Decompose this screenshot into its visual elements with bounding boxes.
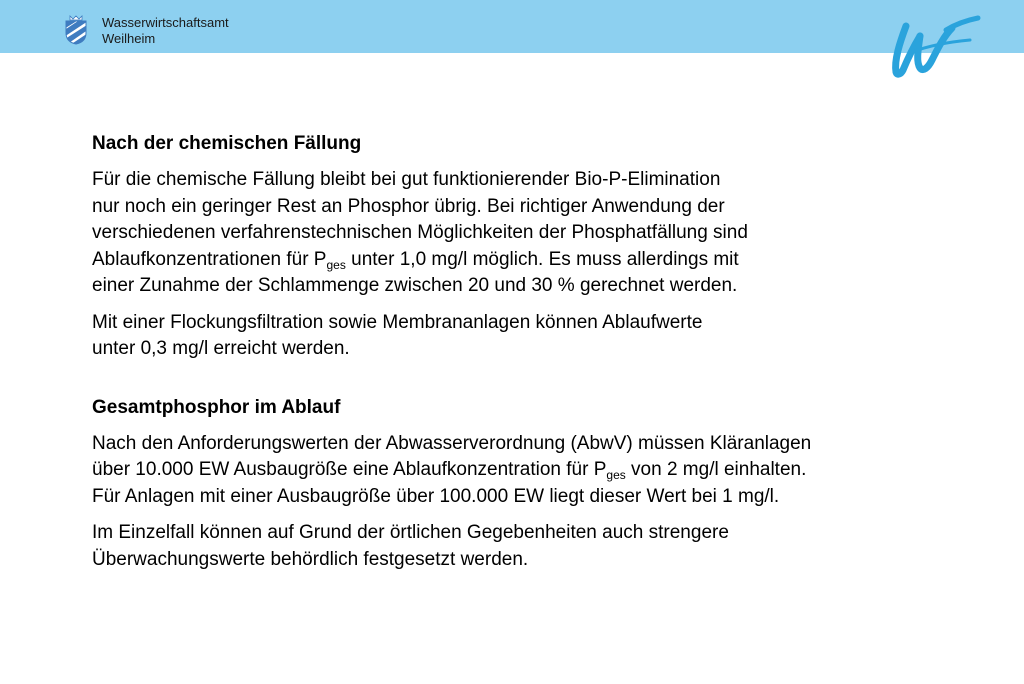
paragraph-abwv [92, 431, 992, 511]
text-line: Für Anlagen mit einer Ausbaugröße über 100.000 EW liegt dieser Wert bei 1 mg/l. [92, 485, 780, 507]
text-line: einer Zunahme der Schlammenge zwischen 20 und 30 % gerechnet werden. [92, 275, 738, 296]
text-line: Überwachungswerte behördlich festgesetzt werden. [92, 548, 529, 570]
text-line: verschiedenen verfahrenstechnischen Möglichkeiten der Phosphatfällung sind [92, 222, 748, 243]
text-fragment: unter 1,0 mg/l möglich. Es muss allerdings mit [345, 248, 739, 270]
main-content [92, 131, 992, 583]
text-line [92, 457, 992, 484]
wwa-w-logo-icon [888, 12, 984, 80]
subscript-ges: ges [606, 468, 626, 482]
section-spacer [92, 373, 992, 395]
text-line: unter 0,3 mg/l erreicht werden. [92, 338, 350, 359]
text-line: Für die chemische Fällung bleibt bei gut funktionierender Bio-P-Elimination [92, 169, 721, 190]
header-bar [0, 0, 1024, 53]
paragraph-flockungsfiltration [92, 310, 992, 363]
paragraph-einzelfall [92, 520, 992, 573]
text-line: Nach den Anforderungswerten der Abwasserverordnung (AbwV) müssen Kläranlagen [92, 432, 812, 454]
text-fragment: Ablaufkonzentrationen für P [92, 248, 327, 270]
org-name-line1: Wasserwirtschaftsamt [102, 15, 229, 30]
org-name [102, 15, 229, 47]
subscript-ges: ges [326, 257, 346, 272]
bavarian-crest-icon [64, 15, 88, 45]
text-line [92, 247, 992, 274]
text-line: Im Einzelfall können auf Grund der örtlichen Gegebenheiten auch strengere [92, 522, 729, 543]
text-line: Mit einer Flockungsfiltration sowie Membrananlagen können Ablaufwerte [92, 311, 703, 333]
paragraph-faellung [92, 167, 992, 300]
section-heading-gesamtphosphor: Gesamtphosphor im Ablauf [92, 396, 341, 418]
org-name-line2: Weilheim [102, 31, 156, 46]
section-heading-chemische-faellung: Nach der chemischen Fällung [92, 133, 362, 154]
text-line: nur noch ein geringer Rest an Phosphor übrig. Bei richtiger Anwendung der [92, 195, 725, 217]
text-fragment: von 2 mg/l einhalten. [625, 459, 807, 480]
text-fragment: über 10.000 EW Ausbaugröße eine Ablaufkonzentration für P [92, 459, 607, 480]
